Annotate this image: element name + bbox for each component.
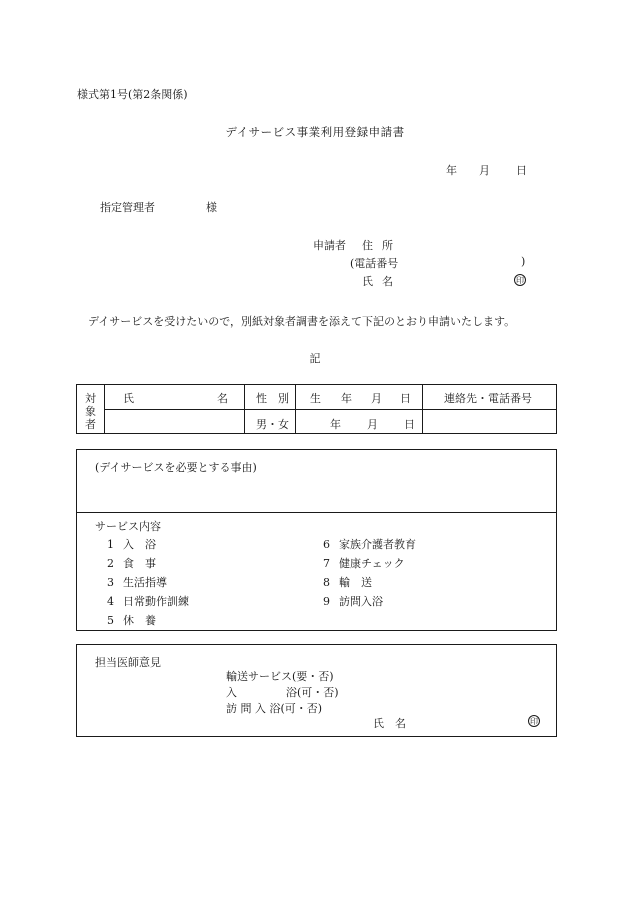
table-row-divider (104, 409, 556, 410)
subject-label-char: 象 (85, 405, 96, 418)
subject-label-char: 対 (85, 392, 96, 405)
service-item: 4 日常動作訓練 (107, 595, 189, 608)
service-item: 9 訪問入浴 (323, 595, 383, 608)
birthdate-header: 年 (341, 392, 352, 405)
address-label: 住所 (362, 239, 402, 252)
page-title: デイサービス事業利用登録申請書 (225, 125, 405, 139)
birthdate-header: 生 (310, 392, 321, 405)
form-number: 様式第1号(第2条関係) (77, 88, 188, 101)
visit-bathing-opinion: 訪 問 入 浴(可・否) (226, 702, 323, 715)
phone-label: (電話番号 (350, 257, 399, 270)
addressee-honorific: 様 (206, 201, 217, 214)
applicant-label: 申請者 (313, 239, 346, 252)
section-divider (77, 512, 556, 513)
date-day-label: 日 (516, 164, 527, 177)
reason-label: (デイサービスを必要とする事由) (95, 461, 257, 474)
service-item: 8 輸 送 (323, 576, 372, 589)
doctor-opinion-label: 担当医師意見 (95, 656, 161, 669)
applicant-name-label: 氏名 (362, 275, 402, 288)
gender-header: 性 別 (256, 392, 289, 405)
date-month-label: 月 (479, 164, 490, 177)
seal-icon: 印 (530, 717, 538, 726)
subject-label-char: 者 (85, 418, 96, 431)
phone-close-paren: ) (521, 255, 526, 268)
name-header: 氏 (123, 392, 134, 405)
birthdate-header: 日 (400, 392, 411, 405)
contact-header: 連絡先・電話番号 (444, 392, 532, 405)
service-item: 5 休 養 (107, 614, 156, 627)
seal-icon: 印 (516, 276, 524, 285)
ki-heading: 記 (309, 352, 321, 365)
service-item: 1 入 浴 (107, 538, 156, 551)
birth-month-label: 月 (367, 418, 378, 431)
service-item: 2 食 事 (107, 557, 156, 570)
services-label: サービス内容 (95, 520, 161, 533)
doctor-name-label: 氏 名 (373, 717, 406, 730)
birth-day-label: 日 (404, 418, 415, 431)
birth-year-label: 年 (330, 418, 341, 431)
service-item: 7 健康チェック (323, 557, 405, 570)
doctor-opinion-box (76, 644, 557, 737)
bathing-opinion: 浴(可・否) (286, 686, 339, 699)
addressee-label: 指定管理者 (100, 201, 155, 214)
subject-table (76, 384, 557, 434)
gender-options: 男・女 (256, 418, 289, 431)
reason-services-box (76, 449, 557, 631)
application-statement: デイサービスを受けたいので，別紙対象者調書を添えて下記のとおり申請いたします。 (88, 315, 516, 328)
date-year-label: 年 (446, 164, 457, 177)
name-header: 名 (217, 392, 228, 405)
bathing-opinion-label: 入 (226, 686, 237, 699)
transport-opinion: 輸送サービス(要・否) (226, 670, 334, 683)
birthdate-header: 月 (371, 392, 382, 405)
service-item: 3 生活指導 (107, 576, 167, 589)
service-item: 6 家族介護者教育 (323, 538, 416, 551)
date-row (446, 162, 536, 176)
